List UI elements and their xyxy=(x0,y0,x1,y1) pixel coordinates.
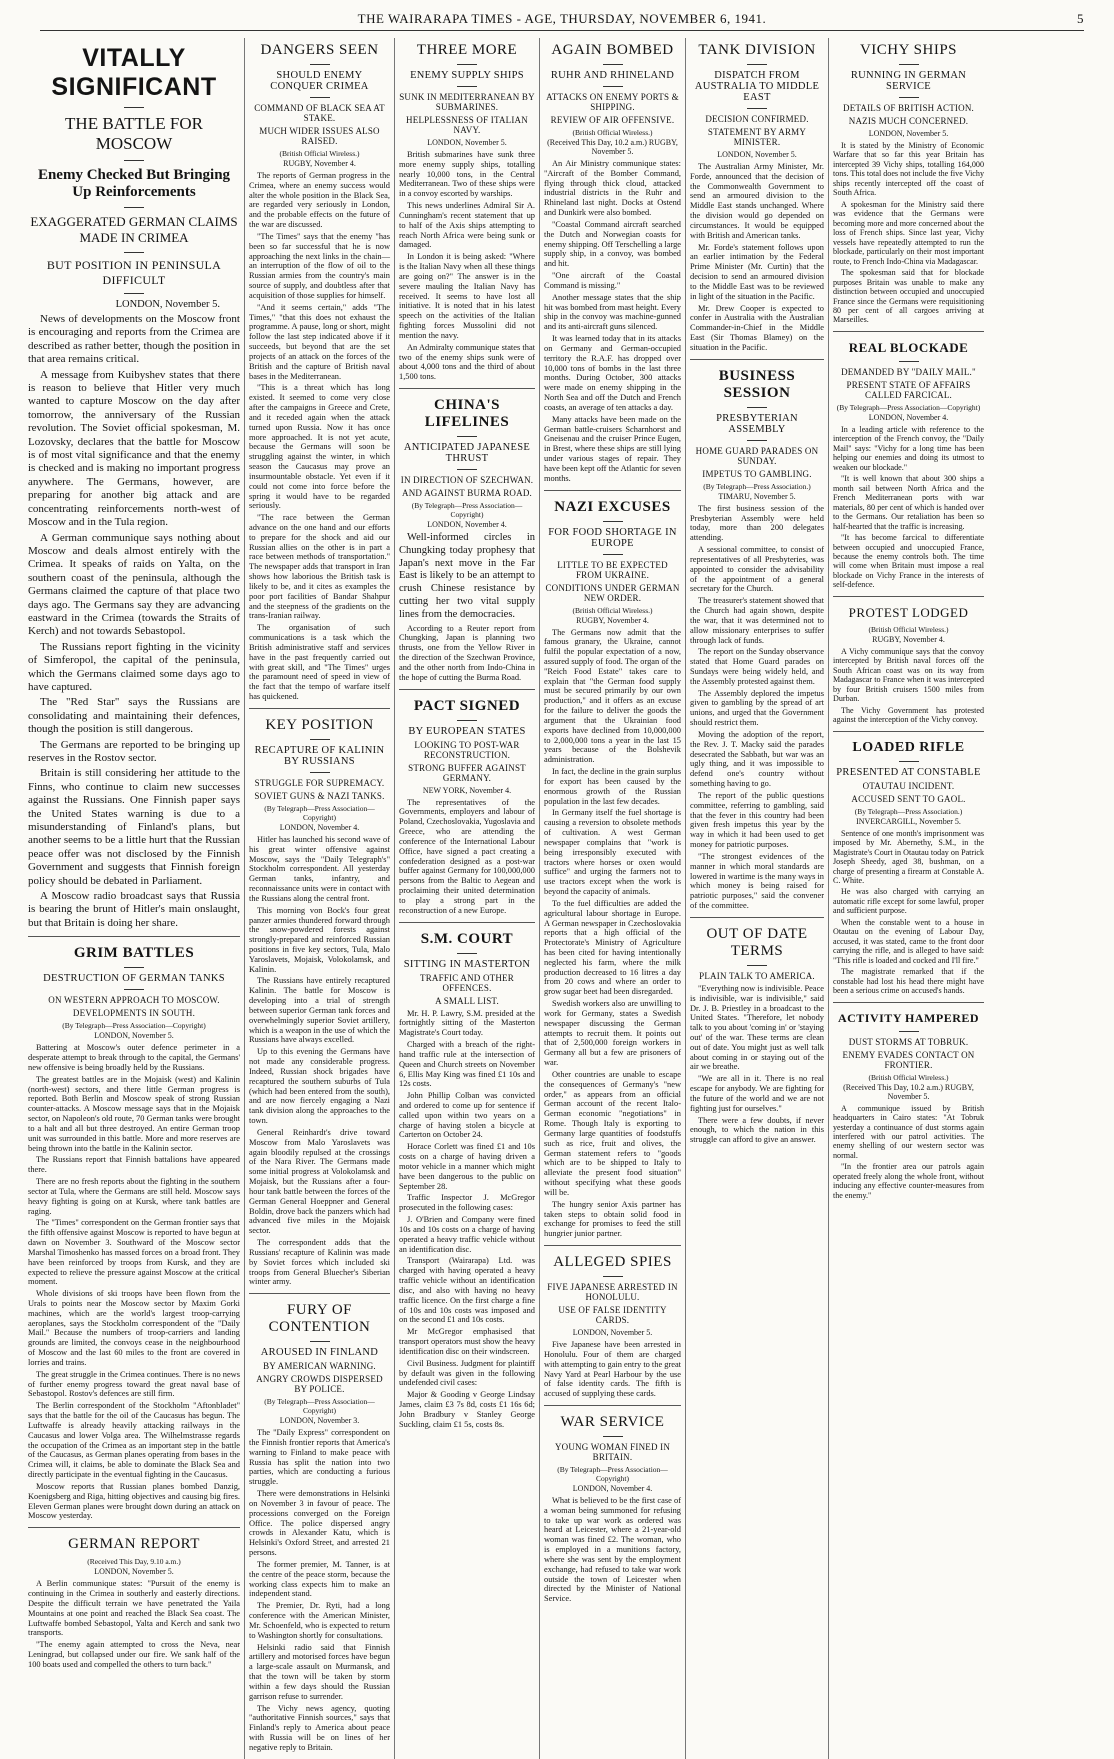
paragraph: "One aircraft of the Coastal Command is missing." xyxy=(544,271,681,290)
paragraph: "The race between the German advance on the one hand and our efforts to prepare for the shock and aid our Russian allies on the other is in part a race between methods of transportation." The newspaper adds that transport in Iran shows how laborious the British task is likely to be, and it cites as examples the poor port facilities of Bandar Shahpur and the steepness of the gradients on the trans-Iranian railway. xyxy=(249,513,390,621)
divider xyxy=(747,108,767,109)
credit-line: (By Telegraph—Press Association—Copyright) xyxy=(411,501,523,520)
deck: AROUSED IN FINLAND xyxy=(260,1347,379,1359)
page-number: 5 xyxy=(1077,11,1084,26)
divider xyxy=(124,107,144,108)
divider xyxy=(124,967,144,968)
paragraph: The hungry senior Axis partner has taken steps to obtain solid food in exchange for promises to feed the still hungrier junior partner. xyxy=(544,1199,681,1239)
paragraph: "This is a threat which has long existed. It seemed to come very close after the campaigns in Greece and Crete, and it receded again when the attack turned upon Russia. Now it has once more approached. It is not yet acute, because the Germans will soon be struggling against the winter, in which season the Caucasus may prove an insurmountable obstacle. Yet even if it could not come into force before the spring it would have to be regarded seriously. xyxy=(249,383,390,511)
deck: DETAILS OF BRITISH ACTION. xyxy=(843,103,974,113)
divider xyxy=(899,64,919,65)
paragraph: Other countries are unable to escape the consequences of Germany's "new order," as appears from an official German account of the recent Italo-German economic "negotiations" in Rome. Though Italy is exporting to Germany large quantities of foodstuffs such as rice, fruit and olives, the German statement refers to "goods which are to be shipped to Italy to alleviate the present food situation" without specifying what these goods will be. xyxy=(544,1069,681,1197)
dateline: LONDON, November 3. xyxy=(279,1416,360,1426)
paragraph: The Germans are reported to be bringing up reserves in the Rostov sector. xyxy=(28,738,240,764)
paragraph: "Everything now is indivisible. Peace is indivisible, war is indivisible," said Dr. J. B. Priestley in a broadcast to the United States. "Therefore, let nobody talk to you about 'coming in' or 'staying out' of the war. These terms are clean out of date. You might just as well talk about coming in or staying out of the air we breathe. xyxy=(690,983,824,1072)
paragraph: It is stated by the Ministry of Economic Warfare that so far this year Britain has intercepted 39 Vichy ships, totalling 164,000 tons. This total does not include the five Vichy ships recently intercepted off the coast of South Africa. xyxy=(833,141,984,198)
paragraph: Sentence of one month's imprisonment was imposed by Mr. Abernethy, S.M., in the Magistrate's Court in Otautau today on Patrick Joseph Sheedy, aged 38, bushman, on a charge of presenting a firearm at Constable A. C. White. xyxy=(833,828,984,885)
paragraph: British submarines have sunk three more enemy supply ships, totalling nearly 10,000 tons, in the Central Mediterranean. Two of these ships were in a convoy escorted by warships. xyxy=(399,150,535,199)
paragraph: Britain is still considering her attitude to the Finns, who continue to claim new successes against the Russians. One Finnish paper says the United States warning is due to a misunderstanding of Finland's plans, but another seems to be a little hurt that the Russian peace offer was not disclosed by the Finnish Government and suggests that Finnish foreign policy should be debated in Parliament. xyxy=(28,767,240,887)
paragraph: A message from Kuibyshev states that there is reason to believe that Hitler very much wanted to capture Moscow on the day after tomorrow, the anniversary of the Russian revolution. The Soviet official spokesman, M. Lozovsky, declares that the battle for Moscow is of most vital significance and that the enemy is checked and is making no important progress anywhere. The Germans, however, are preparing for another big attack and are concentrating reinforcements north-west of Moscow and in the Tula region. xyxy=(28,368,240,529)
paragraph: The Vichy news agency, quoting "authoritative Finnish sources," says that Finland's reply to America about peace with Russia will be on lines of her negative reply to Britain. xyxy=(249,1703,390,1752)
paragraph: The spokesman said that for blockade purposes Britain was unable to make any distinction between occupied and unoccupied France since the Germans were requisitioning 80 per cent of all cargoes arriving at Marseilles. xyxy=(833,268,984,325)
dateline: LONDON, November 5. xyxy=(572,1328,653,1338)
paragraph: There are no fresh reports about the fighting in the southern sector at Tula, where the Germans are still held. Moscow says heavy fighting is going on at Kursk, where tank battles are raging. xyxy=(28,1177,240,1216)
paragraph: This morning von Bock's four great panzer armies thundered forward through the snow-powdered forests against strongly-prepared and reinforced Russian positions in five key sectors, Tula, Malo Yaroslavets, Mojaisk, Volokolamsk, and Kalinin. xyxy=(249,905,390,974)
article-loaded-rifle xyxy=(833,731,984,996)
divider xyxy=(124,293,144,294)
paragraph: It was learned today that in its attacks on Germany and German-occupied territory the R.A.F. has dropped over 10,000 tons of bombs in the last three months. During October, 300 attacks were made on enemy shipping in the North Sea and off the Dutch and French coasts, an average of ten attacks a day. xyxy=(544,334,681,412)
deck: PRESENT STATE OF AFFAIRS CALLED FARCICAL. xyxy=(846,379,971,400)
article-battle-for-moscow xyxy=(28,44,240,930)
dateline: LONDON, November 4. xyxy=(279,822,360,832)
divider xyxy=(124,207,144,208)
article-out-of-date-terms xyxy=(690,917,824,1145)
deck: DEVELOPMENTS IN SOUTH. xyxy=(72,1008,196,1019)
dateline: LONDON, November 5. xyxy=(717,150,797,159)
paragraph: The Germans now admit that the famous granary, the Ukraine, cannot fulfil the popular expectation of a now, assured supply of food. The organ of the "Reich Food Estate" takes care to explain that "the German food supply must be secured primarily by our own production," and it offers as an excuse for the failure to deliver the goods the argument that the Ukrainian food exports have declined from 10,000,000 to 2,000,000 tons a year in the last 15 years because of the Bolshevik administration. xyxy=(544,627,681,765)
deck: PLAIN TALK TO AMERICA. xyxy=(699,970,815,981)
credit-line: (By Telegraph—Press Association—Copyright) xyxy=(62,1021,206,1031)
divider xyxy=(124,160,144,161)
headline: DANGERS SEEN xyxy=(260,42,379,58)
deck: TRAFFIC AND OTHER OFFENCES. xyxy=(420,972,514,993)
divider xyxy=(457,953,477,954)
headline: VITALLY SIGNIFICANT xyxy=(51,44,217,101)
deck: DESTRUCTION OF GERMAN TANKS xyxy=(43,973,225,985)
deck: ENEMY SUPPLY SHIPS xyxy=(410,70,524,81)
deck: AND AGAINST BURMA ROAD. xyxy=(402,488,532,499)
paragraph: Five Japanese have been arrested in Honolulu. Four of them are charged with attempting to gain entry to the great Navy Yard at Pearl Harbour by the use of false identity cards. The fifth is accused of supplying these cards. xyxy=(544,1340,681,1399)
deck: ON WESTERN APPROACH TO MOSCOW. xyxy=(48,995,220,1006)
paragraph: A communique issued by British headquarters in Cairo states: "At Tobruk yesterday a continuance of dust storms again interfered with our patrol activities. The enemy shelling of our western sector was normal. xyxy=(833,1103,984,1160)
paragraph: Mr McGregor emphasised that transport operators must show the heavy identification disc on their windscreen. xyxy=(399,1327,535,1356)
column-4 xyxy=(539,38,685,1759)
dateline: LONDON, November 4. xyxy=(427,520,507,530)
deck: SOVIET GUNS & NAZI TANKS. xyxy=(254,790,385,801)
paragraph: A German communique says nothing about Moscow and deals almost entirely with the Crimea. It speaks of raids on Yalta, on the southern coast of the peninsula, although the Germans claimed the capture of that place two days ago. The Germans say they are advancing eastward in the Crimea (towards the Straits of Kerch) and not towards Sebastopol. xyxy=(28,531,240,638)
divider xyxy=(124,252,144,253)
deck: BY EUROPEAN STATES xyxy=(408,725,526,737)
deck: EXAGGERATED GERMAN CLAIMS MADE IN CRIMEA xyxy=(30,214,238,245)
headline: NAZI EXCUSES xyxy=(554,498,671,515)
dateline: LONDON, November 5. xyxy=(94,1031,174,1041)
dateline: TIMARU, November 5. xyxy=(718,491,796,501)
credit-line: (British Official Wireless.) xyxy=(279,149,360,158)
credit-line: (By Telegraph—Press Association—Copyright) xyxy=(557,1464,668,1483)
masthead-title: THE WAIRARAPA TIMES - AGE, THURSDAY, NOVEMBER 6, 1941. xyxy=(357,11,767,26)
paragraph: A Berlin communique states: "Pursuit of the enemy is continuing in the Crimea in southerly and easterly directions. Despite the difficult terrain we have penetrated the Yaila Mountains at one point and reached the Black Sea coast. The Luftwaffe bombed Sebastopol, Yalta and Kerch and sank two transports. xyxy=(28,1579,240,1638)
deck: LOOKING TO POST-WAR RECONSTRUCTION. xyxy=(414,739,520,760)
paragraph: John Phillip Colban was convicted and ordered to come up for sentence if called upon within two years on a charge of having stolen a bicycle at Carterton on October 24. xyxy=(399,1091,535,1140)
divider xyxy=(457,86,477,87)
paragraph: Many attacks have been made on the German battle-cruisers Scharnhorst and Gneisenau and the cruiser Prince Eugen, in Brest, where these ships are still lying under various stages of repair. They have been kept off the Atlantic for seven months. xyxy=(544,414,681,483)
dateline: (Received This Day, 10.2 a.m.) RUGBY, November 5. xyxy=(547,138,678,156)
paragraph: "The strongest evidences of the manner in which moral standards are lowered in wartime is the many ways in which money is being raised for patriotic purposes," said the convener of the committee. xyxy=(690,851,824,911)
article-chinas-lifelines xyxy=(399,388,535,683)
paragraph: Mr. Drew Cooper is expected to confer in Australia with the Australian Commander-in-Chief in the Middle East (Sir Thomas Blamey) on the situation in the Pacific. xyxy=(690,303,824,352)
paragraph: The reports of German progress in the Crimea, where an enemy success would alter the whole position in the Black Sea, are regarded very seriously in London, and the probable effects on the future of the war are discussed. xyxy=(249,171,390,230)
headline: S.M. COURT xyxy=(420,930,514,947)
divider xyxy=(603,554,623,555)
column-5 xyxy=(685,38,828,1759)
paragraph: The former premier, M. Tanner, is at the centre of the peace storm, because the working class expects him to make an independent stand. xyxy=(249,1559,390,1599)
paragraph: He was also charged with carrying an automatic rifle except for some lawful, proper and sufficient purpose. xyxy=(833,887,984,916)
dateline: LONDON, November 5. xyxy=(868,129,949,138)
deck: ENEMY EVADES CONTACT ON FRONTIER. xyxy=(842,1049,975,1070)
paragraph: Civil Business. Judgment for plaintiff by default was given in the following undefended civil cases: xyxy=(399,1358,535,1388)
paragraph: There were a few doubts, if never enough, to which the nation in this struggle can afford to give an answer. xyxy=(690,1115,824,1145)
paragraph: An Admiralty communique states that two of the enemy ships sunk were of about 4,000 tons and the third of about 1,500 tons. xyxy=(399,342,535,382)
divider xyxy=(310,1341,330,1342)
deck: DECISION CONFIRMED. xyxy=(705,114,809,124)
deck: HOME GUARD PARADES ON SUNDAY. xyxy=(695,445,819,466)
credit-line: (Received This Day, 9.10 a.m.) xyxy=(87,1557,181,1567)
headline: PACT SIGNED xyxy=(413,697,521,714)
paragraph: Swedish workers also are unwilling to work for Germany, states a Swedish newspaper discussing the German attempts to recruit them. It points out that of 2,500,000 foreign workers in Germany all but a few are prisoners of war. xyxy=(544,999,681,1068)
paragraph: Major & Gooding v George Lindsay James, claim £3 7s 8d, costs £1 16s 6d; John Bradbury v Stanley George Suckling, claim £1 5s, costs 8s. xyxy=(399,1390,535,1429)
paragraph: Helsinki radio said that Finnish artillery and motorised forces have begun a large-scale assault on Murmansk, and that the town will be taken by storm within a few days should the Russian garrison refuse to surrender. xyxy=(249,1642,390,1701)
deck: BY AMERICAN WARNING. xyxy=(263,1361,376,1372)
paragraph: The correspondent adds that the Russians' recapture of Kalinin was made by Soviet forces which included ski troops from General Bluecher's Siberian winter army. xyxy=(249,1238,390,1287)
paragraph: The greatest battles are in the Mojaisk (west) and Kalinin (north-west) sectors, and there little German progress is reported. Both Berlin and Moscow speak of strong Russian counter-attacks. A Moscow message says that in the Mojaisk sector, on Napoleon's old route, 70 German tanks were brought to a halt and all but three destroyed. An entire German troop unit was surrounded in this battle. More and more reserves are being thrown into the battle in the Kalinin sector. xyxy=(28,1074,240,1153)
paragraph: "Coastal Command aircraft searched the Dutch and Norwegian coasts for enemy shipping. Off Terschelling a large supply ship, in a convoy, was bombed and hit. xyxy=(544,219,681,269)
headline: FURY OF CONTENTION xyxy=(268,1302,371,1336)
paragraph: Transport (Wairarapa) Ltd. was charged with having operated a heavy traffic vehicle without an identification disc, and also with having no heavy traffic licence. On the first charge a fine of 10s and 10s costs was imposed and on the second £1 and 10s costs. xyxy=(399,1256,535,1325)
dateline: RUGBY, November 4. xyxy=(576,615,649,625)
paragraph: A Vichy communique says that the convoy intercepted by British naval forces off the South African coast was on its way from Madagascar to France when it was intercepted by four British cruisers 1500 miles from Durban. xyxy=(833,646,984,704)
paragraph: An Air Ministry communique states: "Aircraft of the Bomber Command, flying through thick cloud, attacked industrial districts in the Ruhr and Rhineland last night. Docks at Ostend and Dunkirk were also bombed. xyxy=(544,159,681,218)
headline: AGAIN BOMBED xyxy=(551,42,674,58)
headline: ACTIVITY HAMPERED xyxy=(837,1010,980,1025)
headline: VICHY SHIPS xyxy=(859,42,958,58)
paragraph: "The enemy again attempted to cross the Neva, near Leningrad, but collapsed under our fire. We sank half of the 100 boats used and compelled the others to turn back." xyxy=(28,1640,240,1669)
article-three-more xyxy=(399,42,535,382)
deck: SITTING IN MASTERTON xyxy=(403,958,531,970)
paragraph: Whole divisions of ski troops have been flown from the Urals to points near the Moscow sector by Maxim Gorki machines, which are the world's largest troop-carrying aeroplanes, says the Stockholm correspondent of the "Daily Mail." Because the numbers of troop-carriers and landing grounds are limited, the convoys cease in the neighbourhood of Moscow and the last 60 miles to the front are covered in lorries and trains. xyxy=(28,1289,240,1367)
divider xyxy=(603,86,623,87)
article-pact-signed xyxy=(399,689,535,916)
paragraph: The magistrate remarked that if the constable had lost his head there might have been a serious crime on accused's hands. xyxy=(833,967,984,996)
deck: REVIEW OF AIR OFFENSIVE. xyxy=(550,115,675,125)
paragraph: The great struggle in the Crimea continues. There is no news of further enemy progress toward the great naval base of Sebastopol. Rostov's defences are still firm. xyxy=(28,1369,240,1399)
column-3 xyxy=(394,38,539,1759)
paragraph: The Berlin correspondent of the Stockholm "Aftonbladet" says that the battle for the oil of the Caucasus has begun. The Luftwaffe is already heavily attacking railways in the Caucasus and lower Volga area. The Wilhelmstrasse regards the occupation of the Crimea as an important step in the battle of the Caucasus, as German planes operating from bases in the Crimea will, it claims, be able to dominate the Black Sea and directly participate in the eventual fighting in the Caucasus. xyxy=(28,1401,240,1480)
deck: DUST STORMS AT TOBRUK. xyxy=(848,1036,969,1047)
paragraph: "We are all in it. There is no real escape for anybody. We are fighting for the future of the world and we are not fighting just for ourselves." xyxy=(690,1074,824,1113)
paragraph: Mr. Forde's statement follows upon an earlier intimation by the Federal Prime Minister (Mr. Curtin) that the decision to send an armoured division to the Middle East was to be reviewed in light of the situation in the Pacific. xyxy=(690,242,824,301)
headline: REAL BLOCKADE xyxy=(848,339,969,355)
deck: ATTACKS ON ENEMY PORTS & SHIPPING. xyxy=(546,92,679,112)
headline: LOADED RIFLE xyxy=(852,739,965,755)
paragraph: General Reinhardt's drive toward Moscow from Malo Yaroslavets was again bloodily repulsed at the crossings of the Nara River. The Germans made some initial progress at Volokolamsk and Mojaisk, but the Russians after a four-hour tank battle between the forces of the German General Hoeppner and General Boldin, drove back the panzers which had advanced five miles in the Mojaisk sector. xyxy=(249,1127,390,1236)
article-protest-lodged xyxy=(833,596,984,725)
paragraph: The Russians report fighting in the vicinity of Simferopol, the capital of the peninsula, which the Germans claimed some days ago to have captured. xyxy=(28,640,240,693)
divider xyxy=(310,772,330,773)
headline: ALLEGED SPIES xyxy=(553,1254,672,1271)
paragraph: The Assembly deplored the impetus given to gambling by the spread of art unions, and urged that the Government should restrict them. xyxy=(690,688,824,728)
credit-line: (By Telegraph—Press Association.) xyxy=(703,481,811,491)
paragraph: J. O'Brien and Company were fined 10s and 10s costs on a charge of having operated a heavy traffic vehicle without an identification disc. xyxy=(399,1215,535,1254)
deck: STATEMENT BY ARMY MINISTER. xyxy=(707,127,807,147)
divider xyxy=(747,407,767,408)
deck: ACCUSED SENT TO GAOL. xyxy=(851,793,966,804)
paragraph: Another message states that the ship hit was bombed from mast height. Every ship in the convoy was machine-gunned and its anti-aircraft guns silenced. xyxy=(544,292,681,332)
credit-line: (By Telegraph—Press Association—Copyright) xyxy=(264,1397,375,1416)
headline: TANK DIVISION xyxy=(698,42,816,58)
deck: YOUNG WOMAN FINED IN BRITAIN. xyxy=(554,1441,671,1462)
credit-line: (British Official Wireless.) xyxy=(572,128,653,137)
credit-line: (British Official Wireless.) xyxy=(572,605,653,615)
paragraph: Charged with a breach of the right-hand traffic rule at the intersection of Queen and Church streets on November 6, Ellis May King was fined £1 10s and 12s costs. xyxy=(399,1040,535,1089)
column-1 xyxy=(28,38,244,1759)
headline: OUT OF DATE TERMS xyxy=(706,925,808,959)
deck: STRONG BUFFER AGAINST GERMANY. xyxy=(408,762,526,783)
subheadline: THE BATTLE FOR MOSCOW xyxy=(65,114,203,153)
paragraph: "The Times" says that the enemy "has been so far successful that he is now approaching the next links in the chain—an interruption of the flow of oil to the Russian armies from the country's main source of supply, and doubtless after that acquisition of those supplies for himself. xyxy=(249,231,390,300)
deck: SUNK IN MEDITERRANEAN BY SUBMARINES. xyxy=(399,92,535,112)
masthead xyxy=(40,8,1084,31)
paragraph: "It is well known that about 300 ships a month sail between North Africa and the French Mediterranean ports with war materials, 80 per cent of which is handed over to the Germans. Our retaliation has been so half-hearted that the traffic is increasing. xyxy=(833,474,984,531)
divider xyxy=(899,361,919,362)
divider xyxy=(603,521,623,522)
paragraph: What is believed to be the first case of a woman being summoned for refusing to take up war work as ordered was heard at Leicester, where a 21-year-old woman was fined £2. The woman, who is employed in a munitions factory, where she was sent by the employment exchange, had refused to take war work outside the town of Leicester when directed by the Minister of National Service. xyxy=(544,1495,681,1604)
divider xyxy=(310,64,330,65)
column-6 xyxy=(828,38,988,1759)
divider xyxy=(747,64,767,65)
paragraph: The Premier, Dr. Ryti, had a long conference with the American Minister, Mr. Schoenfeld, who is expected to return to Washington shortly for consultations. xyxy=(249,1601,390,1640)
paragraph: Mr. H. P. Lawry, S.M. presided at the fortnightly sitting of the Masterton Magistrate's Court today. xyxy=(399,1008,535,1038)
deck: BUT POSITION IN PENINSULA DIFFICULT xyxy=(46,258,222,287)
paragraph: According to a Reuter report from Chungking, Japan is planning two thrusts, one from the Yellow River in the direction of the Szechwan Province, and the other north from Indo-China in the hope of cutting the Burma Road. xyxy=(399,623,535,682)
credit-line: (By Telegraph—Press Association—Copyright) xyxy=(836,402,981,412)
paragraph: Well-informed circles in Chungking today prophesy that Japan's next move in the Far East is likely to be an attempt to crush Chinese resistance by cutting her two vital supply lines from the democracies. xyxy=(399,532,535,620)
paragraph: The report on the Sunday observance stated that Home Guard parades on Sundays were being widely held, and the Assembly protested against them. xyxy=(690,647,824,686)
deck: DISPATCH FROM AUSTRALIA TO MIDDLE EAST xyxy=(694,70,820,103)
deck: MUCH WIDER ISSUES ALSO RAISED. xyxy=(259,126,380,146)
deck: HELPLESSNESS OF ITALIAN NAVY. xyxy=(406,115,528,135)
subheadline: Enemy Checked But Bringing Up Reinforcements xyxy=(37,167,231,200)
divider xyxy=(457,720,477,721)
paragraph: A sessional committee, to consist of representatives of all Presbyteries, was appointed to consider the advisability of the appointment of a general secretary for the Church. xyxy=(690,545,824,594)
deck: IMPETUS TO GAMBLING. xyxy=(702,468,812,479)
deck: STRUGGLE FOR SUPREMACY. xyxy=(254,777,385,788)
deck: FOR FOOD SHORTAGE IN EUROPE xyxy=(548,526,677,549)
paragraph: Moscow reports that Russian planes bombed Danzig, Koenigsberg and Riga, hitting objectives and causing big fires. Eleven German planes were brought down during an attack on Moscow yesterday. xyxy=(28,1481,240,1521)
paragraph: The organisation of such communications is a task which the British administrative staff and services have in the past frequently carried out with great skill, and "The Times" urges the paramount need of speed in view of the fact that the tempo of warfare itself has quickened. xyxy=(249,623,390,702)
dateline: NEW YORK, November 4. xyxy=(422,785,512,795)
columns xyxy=(28,38,1100,1752)
paragraph: The "Daily Express" correspondent on the Finnish frontier reports that America's warning to Finland to make peace with Russia has split the nation into two parties, which are conducting a furious struggle. xyxy=(249,1428,390,1487)
paragraph: In London it is being asked: "Where is the Italian Navy when all these things are going on?" The answer is in the severe mauling the Italian Navy has received. It seems to have lost all initiative. It is noted that in his latest speech on the activities of the Italian fighting forces Mussolini did not mention the navy. xyxy=(399,252,535,340)
deck: FIVE JAPANESE ARRESTED IN HONOLULU. xyxy=(547,1282,678,1303)
divider xyxy=(457,469,477,470)
divider xyxy=(310,739,330,740)
headline: THREE MORE xyxy=(416,42,518,58)
deck: NAZIS MUCH CONCERNED. xyxy=(848,116,969,126)
paragraph: Hitler has launched his second wave of his great winter offensive against Moscow, says the "Daily Telegraph's" Stockholm correspondent. All yesterday German tanks, infantry, and reconnaissance units were in contact with the Russians along the central front. xyxy=(249,834,390,903)
deck: RUHR AND RHINELAND xyxy=(550,70,675,81)
paragraph: "And it seems certain," adds "The Times," "that this does not exhaust the programme. A pause, long or short, might follow the last step indicated above if it succeeds, but beyond that are the set projects of an attack on the forces of the British and the capture of British naval bases in the Mediterranean. xyxy=(249,302,390,381)
dateline: INVERCARGILL, November 5. xyxy=(856,816,961,826)
paragraph: "It has become farcical to differentiate between occupied and unoccupied France, because the enemy controls both. The time will come when Britain must impose a real blockade on Vichy France in the interests of self-defence. xyxy=(833,533,984,590)
deck: ANGRY CROWDS DISPERSED BY POLICE. xyxy=(256,1374,383,1395)
deck: PRESENTED AT CONSTABLE xyxy=(836,766,981,778)
divider xyxy=(899,761,919,762)
paragraph: A spokesman for the Ministry said there was evidence that the Germans were becoming more and more concerned about the loss of French ships. Since last year, Vichy vessels have repeatedly attempted to run the blockade, particularly on their most important route, to French Indo-China via Madagascar. xyxy=(833,199,984,266)
article-nazi-excuses xyxy=(544,490,681,1240)
dateline: LONDON, November 5. xyxy=(115,299,220,310)
headline: CHINA'S LIFELINES xyxy=(424,397,510,431)
paragraph: Moving the adoption of the report, the Rev. J. T. Macky said the parades desecrated the Sabbath, but war was an ugly thing, and it was impossible to defend one's country without something having to go. xyxy=(690,729,824,789)
paragraph: The first business session of the Presbyterian Assembly were held today, more than 200 delegates attending. xyxy=(690,503,824,543)
deck: ANTICIPATED JAPANESE THRUST xyxy=(403,442,531,465)
deck: SHOULD ENEMY CONQUER CRIMEA xyxy=(270,70,369,92)
paragraph: This news underlines Admiral Sir A. Cunningham's recent statement that up to half of the Axis ships attempting to reach North Africa were being sunk or damaged. xyxy=(399,201,535,250)
paragraph: The representatives of the Governments, employers and labour of Poland, Czechoslovakia, Yugoslavia and Greece, who are attending the conference of the International Labour Office, have signed a pact creating a confederation designed as a post-war buffer against Germany for 100,000,000 persons from the Baltic to Aegean and proclaiming their united determination to play a strong part in the reconstruction of a new Europe. xyxy=(399,797,535,915)
article-german-report xyxy=(28,1527,240,1669)
divider xyxy=(124,989,144,990)
article-again-bombed xyxy=(544,42,681,484)
paragraph: Up to this evening the Germans have not made any considerable progress. Indeed, Russian shock brigades have recaptured the southern suburbs of Tula (which had been entered from the south), and are now fiercely engaging a Nazi tank division along the approaches to the town. xyxy=(249,1047,390,1126)
article-fury-of-contention xyxy=(249,1293,390,1753)
article-key-position xyxy=(249,708,390,1287)
divider xyxy=(747,965,767,966)
credit-line: (By Telegraph—Press Association.) xyxy=(854,806,963,816)
article-real-blockade xyxy=(833,331,984,590)
deck: A SMALL LIST. xyxy=(435,995,499,1006)
deck: IN DIRECTION OF SZECHWAN. xyxy=(400,475,534,486)
deck: RECAPTURE OF KALININ BY RUSSIANS xyxy=(254,744,385,767)
credit-line: (British Official Wireless.) xyxy=(868,1072,949,1082)
paragraph: In a leading article with reference to the interception of the French convoy, the "Daily Mail" says: "Vichy for a long time has been helping our enemies and doing its utmost to weaken our blockade." xyxy=(833,424,984,472)
headline: WAR SERVICE xyxy=(560,1413,665,1430)
article-vichy-ships xyxy=(833,42,984,325)
paragraph: "In the frontier area our patrols again operated freely along the whole front, without inducing any effective counter-measures from the enemy." xyxy=(833,1162,984,1200)
paragraph: The Russians have entirely recaptured Kalinin. The battle for Moscow is developing into a trial of strength between superior German tank forces and overwhelmingly superior Soviet artillery, which is a weapon in the use of which the Russians have always excelled. xyxy=(249,976,390,1045)
paragraph: The Australian Army Minister, Mr. Forde, announced that the decision of the Commonwealth Government to send an armoured division to the Middle East stands unchanged. Where the division would go depended on circumstances. It would be equipped with British and American tanks. xyxy=(690,162,824,240)
article-war-service xyxy=(544,1405,681,1604)
deck: LITTLE TO BE EXPECTED FROM UKRAINE. xyxy=(557,559,668,580)
paragraph: Traffic Inspector J. McGregor prosecuted in the following cases: xyxy=(399,1193,535,1213)
divider xyxy=(457,64,477,65)
headline: GRIM BATTLES xyxy=(73,945,195,962)
column-2 xyxy=(244,38,394,1759)
paragraph: The treasurer's statement showed that the Church had again shown, despite the war, that it was determined not to allow missionary enterprises to suffer through lack of funds. xyxy=(690,596,824,645)
dateline: RUGBY, November 4. xyxy=(872,634,945,644)
divider xyxy=(899,1031,919,1032)
article-sm-court xyxy=(399,922,535,1430)
dateline: (Received This Day, 10.2 a.m.) RUGBY, November 5. xyxy=(843,1082,974,1101)
divider xyxy=(310,97,330,98)
headline: KEY POSITION xyxy=(265,716,374,733)
dateline: LONDON, November 5. xyxy=(427,138,507,147)
deck: PRESBYTERIAN ASSEMBLY xyxy=(716,412,798,435)
paragraph: When the constable went to a house in Otautau on the evening of Labour Day, accused, it was stated, came to the front door carrying the rifle, and is alleged to have said: "This rifle is loaded and cocked and I'll fire." xyxy=(833,917,984,965)
paragraph: In Germany itself the fuel shortage is causing a reversion to obsolete methods of cultivation. A west German newspaper complains that "work is being irresponsibly executed with tractors where horses or oxen would suffice" and urging the farmers not to use tractors except when the work is beyond the capacity of animals. xyxy=(544,808,681,897)
deck: DEMANDED BY "DAILY MAIL." xyxy=(841,366,976,377)
paragraph: A Moscow radio broadcast says that Russia is bearing the brunt of Hitler's main onslaught, but that Britain is doing her share. xyxy=(28,890,240,929)
article-alleged-spies xyxy=(544,1245,681,1399)
divider xyxy=(603,1436,623,1437)
paragraph: To the fuel difficulties are added the agricultural labour shortage in Europe. A German newspaper in Czechoslovakia reports that a high official of the Protectorate's Ministry of Agriculture has been cited for having intentionally neglected his farm, where the milk production decreased to 16 litres a day from 20 cows and where an order to grow sugar beet had been disregarded. xyxy=(544,898,681,997)
headline: BUSINESS SESSION xyxy=(718,367,796,401)
paragraph: The Vichy Government has protested against the interception of the Vichy convoy. xyxy=(833,705,984,725)
dateline: RUGBY, November 4. xyxy=(283,159,356,168)
dateline: LONDON, November 4. xyxy=(572,1483,653,1493)
headline: GERMAN REPORT xyxy=(68,1536,200,1553)
article-grim-battles xyxy=(28,936,240,1521)
divider xyxy=(457,436,477,437)
article-dangers-seen xyxy=(249,42,390,702)
dateline: LONDON, November 4. xyxy=(868,412,949,422)
paragraph: The Russians report that Finnish battalions have appeared there. xyxy=(28,1155,240,1175)
credit-line: (British Official Wireless.) xyxy=(868,624,949,634)
deck: RUNNING IN GERMAN SERVICE xyxy=(850,70,967,92)
deck: USE OF FALSE IDENTITY CARDS. xyxy=(558,1305,667,1326)
article-business-session xyxy=(690,359,824,911)
paragraph: The report of the public questions committee, referring to gambling, said that the fever in this country had been given fresh impetus this year by the way in which it had been used to get money for patriotic purposes. xyxy=(690,790,824,850)
dateline: LONDON, November 5. xyxy=(94,1567,174,1577)
headline: PROTEST LODGED xyxy=(848,604,969,620)
deck: COMMAND OF BLACK SEA AT STAKE. xyxy=(254,103,385,123)
divider xyxy=(747,440,767,441)
article-activity-hampered xyxy=(833,1002,984,1201)
divider xyxy=(603,64,623,65)
paragraph: The "Red Star" says the Russians are consolidating and maintaining their defences, though the position is still dangerous. xyxy=(28,696,240,736)
paragraph: In fact, the decline in the grain surplus for export has been caused by the enormous growth of the Russian population in the last few decades. xyxy=(544,767,681,806)
paragraph: News of developments on the Moscow front is encouraging and reports from the Crimea are described as rather better, though the position in that area remains critical. xyxy=(28,313,240,366)
deck: CONDITIONS UNDER GERMAN NEW ORDER. xyxy=(545,582,680,603)
paragraph: Horace Corlett was fined £1 and 10s costs on a charge of having driven a motor vehicle in a manner which might have been dangerous to the public on September 28. xyxy=(399,1142,535,1191)
article-tank-division xyxy=(690,42,824,353)
credit-line: (By Telegraph—Press Association—Copyright) xyxy=(264,803,375,822)
divider xyxy=(899,97,919,98)
paragraph: There were demonstrations in Helsinki on November 3 in favour of peace. The processions converged on the Foreign Office. The police dispersed angry crowds in Alexander Katu, which is Helsinki's Oxford Street, and arrested 21 persons. xyxy=(249,1489,390,1558)
divider xyxy=(603,1276,623,1277)
paragraph: Battering at Moscow's outer defence perimeter in a desperate attempt to break through to the capital, the Germans' new offensive is being broadly held by the Russians. xyxy=(28,1043,240,1072)
paragraph: The "Times" correspondent on the German frontier says that the fifth offensive against Moscow is reported to have begun at dawn on November 3. Southward of the Moscow sector Marshal Timoshenko has massed forces on a broad front. They have been reinforced by troops from Kursk, and they are expected to relieve the pressure against Moscow at the critical moment. xyxy=(28,1218,240,1287)
deck: OTAUTAU INCIDENT. xyxy=(862,780,955,791)
